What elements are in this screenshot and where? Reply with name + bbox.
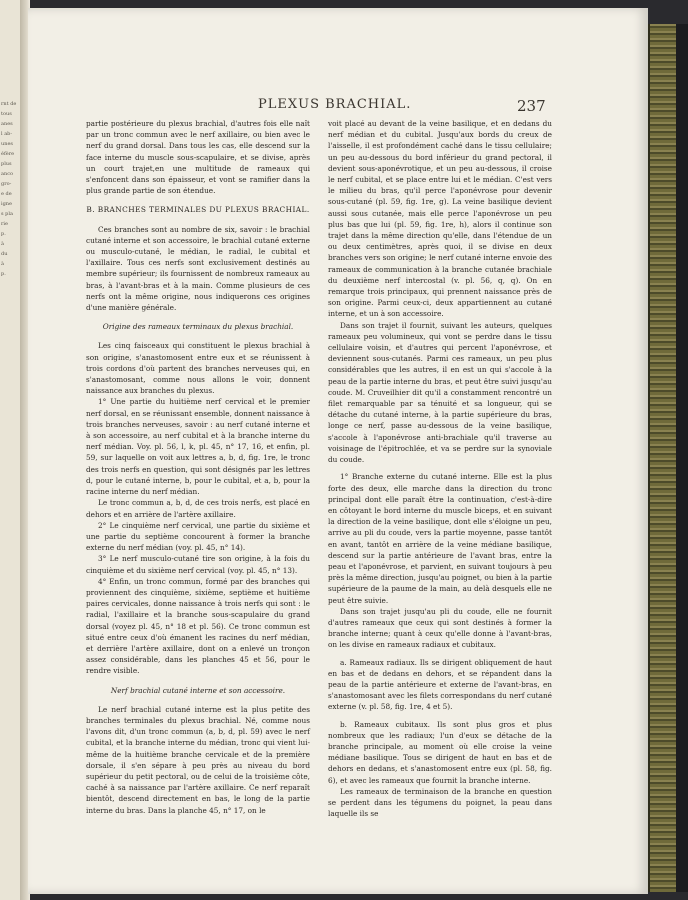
background-edge xyxy=(676,24,688,892)
facing-page-fragment: igne xyxy=(1,201,12,207)
paragraph: 2° Le cinquième nerf cervical, une partie du sixième et une partie du septième concourent à former la branche externe du nerf médian (voy. pl. 45, n° 14). xyxy=(86,520,310,553)
paragraph: 1° Une partie du huitième nerf cervical et le premier nerf dorsal, en se réunissant ensemble, donnent naissance à trois branches nerveuses, savoir : au nerf cutané interne et à son accessoire, au nerf cubital et à la branche interne du nerf médian. Voy. pl. 56, l, k, pl. 45, n° 17, 16, et enfin, pl. 59, sur laquelle on voit aux lettres a, b, d, fig. 1re, le tronc des trois nerfs en question, qui sont désignés par les lettres d, pour le cutané interne, b, pour le cubital, et a, b, pour la racine interne du nerf médian. xyxy=(86,397,310,497)
right-text-column xyxy=(328,118,552,819)
facing-page-fragment: l ab- xyxy=(1,131,13,137)
running-head: PLEXUS BRACHIAL. xyxy=(258,97,412,112)
paragraph: 3° Le nerf musculo-cutané tire son origine, à la fois du cinquième et du sixième nerf cervical (voy. pl. 45, n° 13). xyxy=(86,554,310,575)
facing-page-fragment: éfère xyxy=(1,151,15,157)
paragraph: Dans son trajet il fournit, suivant les auteurs, quelques rameaux peu volumineux, qui vont se perdre dans le tissu cellulaire voisin, et d'autres qui percent l'aponévrose, et deviennent sous-cutanés. Parmi ces rameaux, un peu plus considérables que les autres, il en est un qui s'accole à la peau de la partie interne du bras, et peut être suivi jusqu'au coude. M. Cruveilhier dit qu'il a constamment rencontré un filet remarquable par sa ténuité et sa longueur, qui se détache du cutané interne, à la partie supérieure du bras, longe ce nerf, passe au-dessous de la veine basilique, s'accole à l'aponévrose anti-brachiale qu'il traverse au voisinage de l'épitrochlée, et va se perdre sur la synoviale du coude. xyxy=(328,320,552,465)
paragraph: b. Rameaux cubitaux. Ils sont plus gros et plus nombreux que les radiaux; l'un d'eux se détache de la branche principale, au moment où elle croise la veine médiane basilique. Tous se dirigent de haut en bas et de dehors en dedans, et s'anastomosent entre eux (pl. 58, fig. 6), et avec les rameaux que fournit la branche interne. xyxy=(328,719,552,785)
section-heading: B. BRANCHES TERMINALES DU PLEXUS BRACHIAL. xyxy=(86,205,310,215)
facing-page-fragment: plus xyxy=(1,161,12,167)
facing-page-edge xyxy=(0,0,21,900)
paragraph: 1° Branche externe du cutané interne. Elle est la plus forte des deux, elle marche dans la direction du tronc principal dont elle paraît être la continuation, c'est-à-dire en côtoyant le bord interne du muscle biceps, et en suivant la direction de la veine basilique, dont elle s'éloigne un peu, arrive au pli du coude, vers la partie moyenne, passe tantôt en avant, tantôt en arrière de la veine médiane basilique, descend sur la partie antérieure de l'avant bras, entre la peau et l'aponévrose, et parvient, en suivant toujours à peu près la même direction, jusqu'au poignet, ou bien à la partie supérieure de la paume de la main, au delà desquels elle ne peut être suivie. xyxy=(328,472,552,605)
paragraph: Les cinq faisceaux qui constituent le plexus brachial à son origine, s'anastomosent entre eux et se réunissent à trois cordons d'où partent des branches nerveuses qui, en s'anastomosant, comme nous allons le voir, donnent naissance aux branches du plexus. xyxy=(86,341,310,396)
paragraph: Les rameaux de terminaison de la branche en question se perdent dans les tégumens du poignet, la peau dans laquelle ils se xyxy=(328,786,552,819)
facing-page-fragment: du xyxy=(1,251,8,257)
facing-page-fragment: e de xyxy=(1,191,12,197)
facing-page-fragment: s pla xyxy=(1,211,13,217)
facing-page-fragment: rie xyxy=(1,221,8,227)
paragraph: Dans son trajet jusqu'au pli du coude, elle ne fournit d'autres rameaux que ceux qui sont destinés à former la branche interne; quant à ceux qu'elle donne à l'avant-bras, on les divise en rameaux radiaux et cubitaux. xyxy=(328,606,552,650)
left-text-column xyxy=(86,118,310,816)
facing-page-fragment: à xyxy=(1,241,4,247)
facing-page-fragment: p. xyxy=(1,231,6,237)
paragraph: Ces branches sont au nombre de six, savoir : le brachial cutané interne et son accessoire, le brachial cutané externe ou musculo-cutané, le médian, le radial, le cubital et l'axillaire. Tous ces nerfs sont exclusivement destinés au membre supérieur; ils fournissent de nombreux rameaux au bras, à l'avant-bras et à la main. Comme plusieurs de ces nerfs ont la même origine, nous indiquerons ces origines d'une manière générale. xyxy=(86,224,310,313)
paragraph: Le tronc commun a, b, d, de ces trois nerfs, est placé en dehors et en arrière de l'artère axillaire. xyxy=(86,498,310,519)
paragraph: a. Rameaux radiaux. Ils se dirigent obliquement de haut en bas et de dedans en dehors, et se répandent dans la peau de la partie antérieure et externe de l'avant-bras, en s'anastomosant avec les filets correspondans du nerf cutané externe (v. pl. 58, fig. 1re, 4 et 5). xyxy=(328,657,552,712)
page-number: 237 xyxy=(517,97,546,115)
facing-page-fragment: gro- xyxy=(1,181,12,187)
paragraph: 4° Enfin, un tronc commun, formé par des branches qui proviennent des cinquième, sixième, septième et huitième paires cervicales, donne naissance à trois nerfs qui sont : le radial, l'axillaire et la branche sous-scapulaire du grand dorsal (voyez pl. 45, n° 18 et pl. 56). Ce tronc commun est situé entre ceux d'où émanent les racines du nerf médian, et derrière l'artère axillaire, dont on a enlevé un tronçon assez considérable, dans les planches 45 et 56, pour le rendre visible. xyxy=(86,576,310,676)
facing-page-fragment: anes xyxy=(1,121,13,127)
facing-page-fragment: rnt de xyxy=(1,101,17,107)
book-spine xyxy=(648,24,678,892)
facing-page-fragment: anco xyxy=(1,171,14,177)
paragraph: Le nerf brachial cutané interne est la plus petite des branches terminales du plexus brachial. Né, comme nous l'avons dit, d'un tronc commun (a, b, d, pl. 59) avec le nerf cubital, et la branche interne du médian, tronc qui vient lui-même de la huitième branche cervicale et de la première dorsale, il s'en sépare à peu près au niveau du bord supérieur du petit pectoral, ou de celui de la troisième côte, caché à sa naissance par l'artère axillaire. Ce nerf reparaît bientôt, descend directement en bas, le long de la partie interne du bras. Dans la planche 45, n° 17, on le xyxy=(86,704,310,815)
facing-page-fragment: tous xyxy=(1,111,12,117)
paragraph: voit placé au devant de la veine basilique, et en dedans du nerf médian et du cubital. Jusqu'aux bords du creux de l'aisselle, il est profondément caché dans le tissu cellulaire; un peu au-dessous du bord inférieur du grand pectoral, il devient sous-aponévrotique, et un peu au-dessous, il croise le nerf cubital, et se place entre lui et le médian. C'est vers le milieu du bras, qu'il perce l'aponévrose pour devenir sous-cutané (pl. 59, fig. 1re, g). La veine basilique devient aussi sous cutanée, mais elle perce l'aponévrose un peu plus bas que lui (pl. 59, fig. 1re, h), alors il continue son trajet dans la même direction qu'elle, dans l'étendue de un ou deux centimètres, après quoi, il se divise en deux branches vers son origine; le nerf cutané interne envoie des rameaux de communication à la branche cutanée brachiale du deuxième nerf intercostal (v. pl. 56, q, q). On en remarque trois principaux, qui prennent naissance près de son origine. Parmi ceux-ci, deux appartiennent au cutané interne, et un à son accessoire. xyxy=(328,119,552,319)
facing-page-fragment: p. xyxy=(1,271,6,277)
facing-page-fragment: à xyxy=(1,261,4,267)
section-heading: Nerf brachial cutané interne et son accessoire. xyxy=(110,685,286,695)
section-heading: Origine des rameaux terminaux du plexus brachial. xyxy=(102,322,294,332)
paragraph: partie postérieure du plexus brachial, d'autres fois elle naît par un tronc commun avec le nerf axillaire, ou bien avec le nerf du grand dorsal. Dans tous les cas, elle descend sur la face interne du muscle sous-scapulaire, et se divise, après un court trajet,en une multitude de rameaux qui s'enfoncent dans son épaisseur, et vont se ramifier dans la plus grande partie de son étendue. xyxy=(86,119,310,196)
facing-page-fragment: unes xyxy=(1,141,13,147)
